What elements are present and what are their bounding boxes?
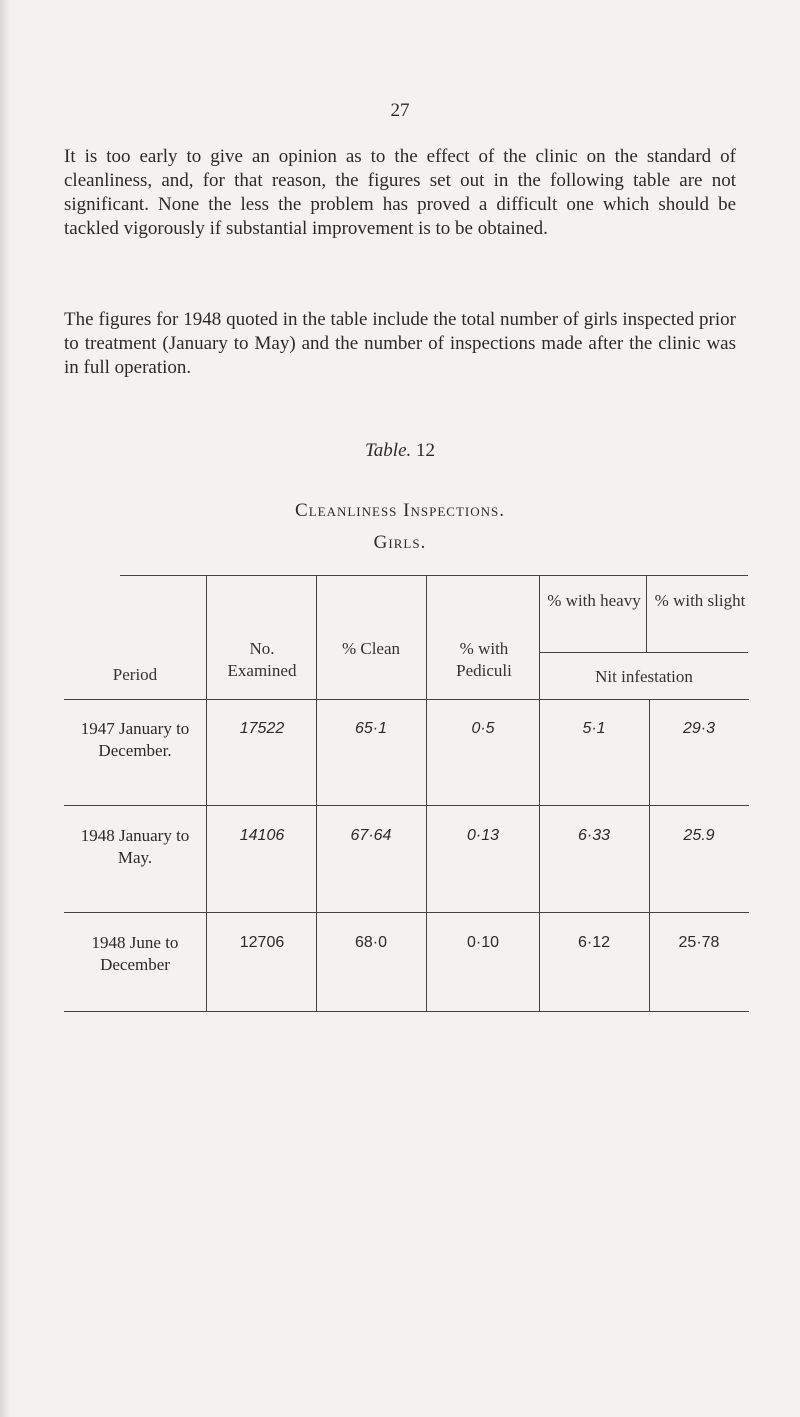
row-2-pediculi: 0·13 [466,827,500,844]
row-3-slight: 25·78 [678,934,720,951]
header-clean: % Clean [341,639,401,658]
row-1-examined: 17522 [239,720,285,737]
row-3-heavy: 6·12 [577,934,611,951]
row-2-heavy: 6·33 [577,827,611,844]
table-top-rule [120,575,748,576]
page-number: 27 [390,100,410,121]
row-1-heavy: 5·1 [582,720,606,737]
col-divider-5-header [646,575,647,652]
nit-group-rule [540,652,748,653]
table-title: Cleanliness Inspections. [295,500,505,521]
header-period: Period [112,665,158,684]
col-divider-4 [539,575,540,1011]
table-caption-number: 12 [416,440,436,461]
row-2-clean: 67·64 [350,827,392,844]
table-bottom-rule [64,1011,749,1012]
table-subtitle: Girls. [373,532,427,553]
table-caption [0,440,800,462]
paragraph-2: The figures for 1948 quoted in the table include the total number of girls inspected prior to treatment (January to May) and the number of inspections made after the clinic was in full operation. [64,309,736,378]
row-1-rule [64,805,749,806]
header-bottom-rule [64,699,749,700]
row-1-pediculi: 0·5 [471,720,495,737]
header-heavy: % with heavy [547,591,641,610]
row-3-period: 1948 June to December [91,933,179,974]
header-examined: No. Examined [227,639,297,680]
row-3-clean: 68·0 [354,934,388,951]
header-pediculi: % with Pediculi [456,639,512,680]
row-3-pediculi: 0·10 [466,934,500,951]
header-slight: % with slight [654,591,746,610]
col-divider-5-body [649,699,650,1011]
row-1-period: 1947 January to December. [80,719,190,760]
row-2-rule [64,912,749,913]
col-divider-1 [206,575,207,1011]
row-3-examined: 12706 [239,934,285,951]
col-divider-3 [426,575,427,1011]
page-edge-shadow [0,0,10,1417]
row-1-clean: 65·1 [354,720,388,737]
row-2-examined: 14106 [239,827,285,844]
table-caption-label: Table. [364,440,412,461]
row-2-period: 1948 January to May. [80,826,190,867]
col-divider-2 [316,575,317,1011]
row-2-slight: 25.9 [683,827,715,844]
row-1-slight: 29·3 [682,720,716,737]
paragraph-1: It is too early to give an opinion as to the effect of the clinic on the standard of cleanliness, and, for that reason, the figures set out in the following table are not significant. None the less the problem has proved a difficult one which should be tackled vigorously if substantial improvement is to be obtained. [64,146,736,239]
header-nit-infestation: Nit infestation [595,667,693,686]
